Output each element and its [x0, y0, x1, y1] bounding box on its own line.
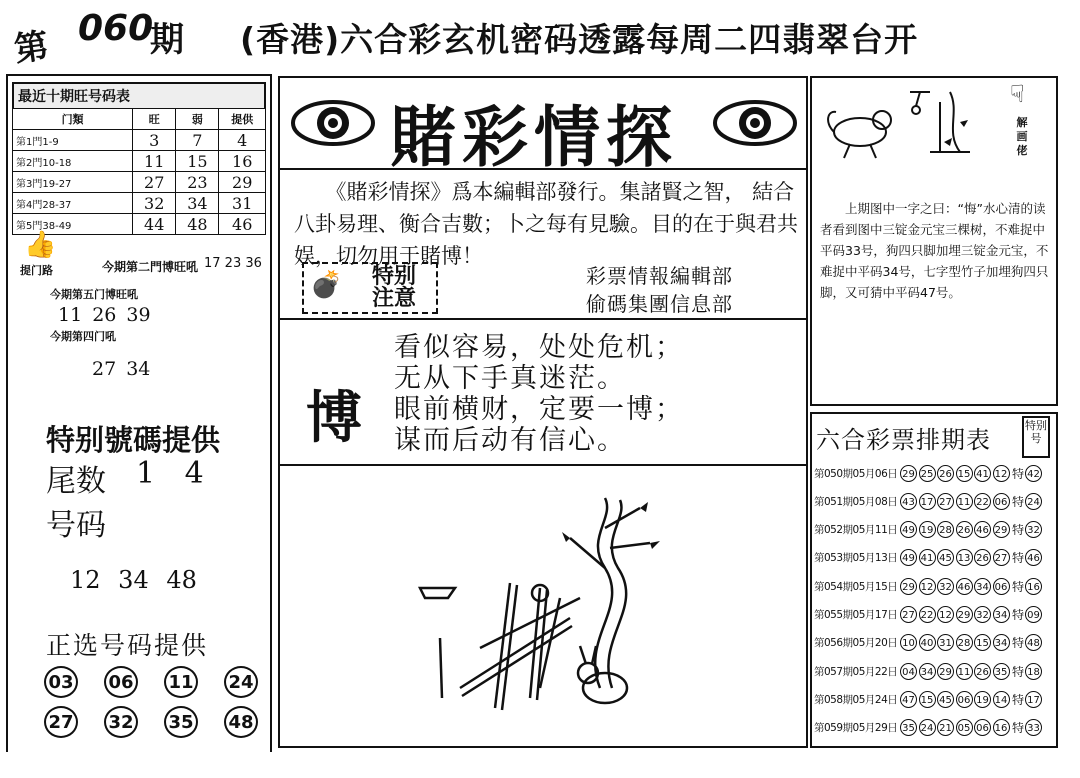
schedule-special-ball: 33: [1025, 719, 1042, 736]
table-cell-wang: 27: [133, 172, 176, 193]
col-header-gate: 门類: [13, 109, 133, 130]
schedule-ball: 16: [993, 719, 1010, 736]
table-cell-gate: 第1門1-9: [13, 130, 133, 151]
table-cell-tigong: 46: [219, 214, 266, 235]
schedule-row-label: 第056期05月20日: [814, 637, 898, 650]
schedule-ball: 45: [937, 549, 954, 566]
bo-character: 博: [306, 385, 362, 451]
picks-title: 正选号码提供: [46, 631, 209, 660]
col-header-tigong: 提供: [219, 109, 266, 130]
schedule-row-label: 第052期05月11日: [814, 524, 898, 537]
schedule-special-ball: 09: [1025, 606, 1042, 623]
table-cell-wang: 32: [133, 193, 176, 214]
schedule-special-ball: 48: [1025, 634, 1042, 651]
pick-number: 06: [104, 666, 138, 698]
schedule-row: [814, 490, 1044, 512]
special-numbers-title: 特别號碼提供: [46, 423, 221, 457]
gate2-label: 今期第二門博旺吼: [102, 260, 199, 274]
schedule-ball: 19: [919, 521, 936, 538]
schedule-ball: 32: [937, 578, 954, 595]
table-cell-gate: 第3門19-27: [13, 172, 133, 193]
pick-number: 32: [104, 706, 138, 738]
schedule-row: [814, 575, 1044, 597]
schedule-special-ball: 42: [1025, 465, 1042, 482]
gate5-label: 今期第五门博旺吼: [50, 288, 138, 301]
schedule-ball: 27: [937, 493, 954, 510]
table-cell-wang: 44: [133, 214, 176, 235]
schedule-row-label: 第057期05月22日: [814, 665, 898, 678]
intro-text: 《賭彩情探》爲本編輯部發行。集諸賢之智， 結合八卦易理、衡合吉數；卜之每有見驗。目的在于與君共娱，切勿用于賭博！: [294, 180, 798, 268]
gate4-label: 今期第四门吼: [50, 330, 116, 343]
schedule-ball: 34: [993, 606, 1010, 623]
gate5-numbers: 11 26 39: [58, 304, 151, 326]
poem: [394, 332, 684, 456]
schedule-ball: 26: [937, 465, 954, 482]
hint-label: 解画佬: [1016, 116, 1028, 157]
special-marker: 特: [1012, 692, 1025, 707]
issue-number: 060: [78, 8, 154, 49]
schedule-ball: 21: [937, 719, 954, 736]
schedule-ball: 46: [956, 578, 973, 595]
schedule-ball: 24: [919, 719, 936, 736]
schedule-special-ball: 46: [1025, 549, 1042, 566]
pick-number: 48: [224, 706, 258, 738]
table-cell-ruo: 15: [176, 151, 219, 172]
schedule-row: [814, 688, 1044, 710]
schedule-row: [814, 660, 1044, 682]
schedule-row: [814, 519, 1044, 541]
special-marker: 特: [1012, 523, 1025, 538]
header-title: (香港)六合彩玄机密码透露每周二四翡翠台开: [240, 20, 919, 59]
schedule-ball: 35: [900, 719, 917, 736]
schedule-ball: 29: [993, 521, 1010, 538]
schedule-ball: 19: [974, 691, 991, 708]
schedule-ball: 49: [900, 521, 917, 538]
special-marker: 特: [1012, 579, 1025, 594]
table-row: [13, 172, 266, 193]
schedule-ball: 49: [900, 549, 917, 566]
note-text: 特别注意: [371, 264, 416, 311]
schedule-row: [814, 462, 1044, 484]
schedule-title: 六合彩票排期表: [816, 426, 991, 454]
schedule-ball: 22: [974, 493, 991, 510]
table-cell-ruo: 7: [176, 130, 219, 151]
schedule-ball: 26: [956, 521, 973, 538]
issue-suffix: 期: [150, 20, 184, 60]
org-line-1: 彩票情報編輯部: [586, 264, 733, 288]
poem-line: 看似容易，处处危机；: [394, 332, 684, 363]
table-cell-ruo: 23: [176, 172, 219, 193]
special-marker: 特: [1012, 608, 1025, 622]
schedule-row-label: 第058期05月24日: [814, 693, 898, 706]
table-cell-gate: 第5門38-49: [13, 214, 133, 235]
schedule-special-ball: 18: [1025, 663, 1042, 680]
table-cell-wang: 11: [133, 151, 176, 172]
schedule-ball: 26: [974, 549, 991, 566]
schedule-ball: 12: [937, 606, 954, 623]
schedule-row-label: 第053期05月13日: [814, 552, 898, 565]
schedule-ball: 15: [956, 465, 973, 482]
bamboo-rabbit-illustration: [400, 488, 700, 724]
special-marker: 特: [1012, 551, 1025, 566]
eye-icon-right: [712, 98, 798, 148]
tip-label: 提门路: [20, 264, 53, 277]
gate2-numbers: 17 23 36: [204, 256, 262, 271]
issue-prefix: 第: [11, 25, 52, 71]
table-row: [13, 151, 266, 172]
table-cell-wang: 3: [133, 130, 176, 151]
schedule-ball: 29: [956, 606, 973, 623]
pick-number: 27: [44, 706, 78, 738]
schedule-row: [814, 604, 1044, 626]
schedule-ball: 05: [956, 719, 973, 736]
schedule-row-label: 第050期05月06日: [814, 467, 898, 480]
schedule-ball: 04: [900, 663, 917, 680]
schedule-special-label: 特别号: [1022, 416, 1050, 458]
schedule-row: [814, 547, 1044, 569]
table-cell-ruo: 48: [176, 214, 219, 235]
recent-table-caption: 最近十期旺号码表: [12, 82, 266, 108]
schedule-ball: 31: [937, 634, 954, 651]
special-marker: 特: [1012, 636, 1025, 651]
schedule-row: [814, 717, 1044, 739]
poem-line: 无从下手真迷茫。: [394, 363, 626, 394]
schedule-special-ball: 32: [1025, 521, 1042, 538]
pick-number: 24: [224, 666, 258, 698]
pointing-hand-icon: ☟: [1010, 80, 1025, 108]
table-cell-tigong: 31: [219, 193, 266, 214]
schedule-ball: 34: [993, 634, 1010, 651]
thumbs-up-icon: 👍: [24, 230, 57, 260]
schedule-ball: 27: [900, 606, 917, 623]
tail-values: 1 4: [136, 456, 204, 491]
schedule-ball: 32: [974, 606, 991, 623]
schedule-ball: 27: [993, 549, 1010, 566]
table-row: [13, 130, 266, 151]
schedule-ball: 41: [974, 465, 991, 482]
schedule-ball: 15: [974, 634, 991, 651]
schedule-ball: 06: [993, 493, 1010, 510]
schedule-ball: 43: [900, 493, 917, 510]
pick-number: 35: [164, 706, 198, 738]
col-header-ruo: 弱: [176, 109, 219, 130]
poem-line: 谋而后动有信心。: [394, 425, 626, 456]
schedule-row-label: 第051期05月08日: [814, 495, 898, 508]
schedule-ball: 10: [900, 634, 917, 651]
pick-number: 11: [164, 666, 198, 698]
table-cell-tigong: 4: [219, 130, 266, 151]
monkey-illustration: [820, 82, 990, 168]
table-row: [13, 193, 266, 214]
pick-number: 03: [44, 666, 78, 698]
schedule-ball: 46: [974, 521, 991, 538]
number-values: 12 34 48: [70, 566, 197, 594]
schedule-ball: 35: [993, 663, 1010, 680]
table-header-row: [13, 109, 266, 130]
schedule-ball: 12: [993, 465, 1010, 482]
special-marker: 特: [1012, 721, 1025, 736]
table-cell-tigong: 16: [219, 151, 266, 172]
schedule-ball: 28: [956, 634, 973, 651]
header: [0, 0, 1080, 70]
schedule-ball: 17: [919, 493, 936, 510]
special-marker: 特: [1012, 664, 1025, 679]
org-line-2: 偷碼集團信息部: [586, 292, 733, 316]
schedule-ball: 40: [919, 634, 936, 651]
schedule-ball: 29: [937, 663, 954, 680]
bomb-icon: 💣: [310, 270, 343, 300]
schedule-ball: 34: [974, 578, 991, 595]
col-header-wang: 旺: [133, 109, 176, 130]
schedule-ball: 22: [919, 606, 936, 623]
schedule-ball: 29: [900, 465, 917, 482]
schedule-ball: 13: [956, 549, 973, 566]
schedule-ball: 11: [956, 663, 973, 680]
schedule-ball: 34: [919, 663, 936, 680]
table-cell-gate: 第2門10-18: [13, 151, 133, 172]
table-cell-gate: 第4門28-37: [13, 193, 133, 214]
gate4-numbers: 27 34: [92, 358, 151, 380]
schedule-ball: 41: [919, 549, 936, 566]
schedule-special-ball: 17: [1025, 691, 1042, 708]
schedule-special-ball: 16: [1025, 578, 1042, 595]
table-cell-ruo: 34: [176, 193, 219, 214]
poem-line: 眼前横财，定要一博；: [394, 394, 684, 425]
table-cell-tigong: 29: [219, 172, 266, 193]
schedule-ball: 47: [900, 691, 917, 708]
schedule-ball: 06: [993, 578, 1010, 595]
schedule-ball: 25: [919, 465, 936, 482]
special-marker: 特: [1012, 466, 1025, 481]
schedule-row-label: 第059期05月29日: [814, 722, 898, 735]
schedule-row-label: 第055期05月17日: [814, 609, 898, 621]
schedule-special-ball: 24: [1025, 493, 1042, 510]
hint-text: 上期图中一字之曰：“悔”水心清的读者看到图中三锭金元宝三棵树，不难捉中平码33号，狗四只脚加埋三锭金元宝，不难捉中平码34号，七字型竹子加埋狗四只脚，又可猜中平码47号。: [820, 201, 1049, 300]
schedule-ball: 45: [937, 691, 954, 708]
schedule-ball: 15: [919, 691, 936, 708]
tail-label: 尾数: [46, 464, 106, 499]
schedule-ball: 28: [937, 521, 954, 538]
schedule-row: [814, 632, 1044, 654]
schedule-ball: 14: [993, 691, 1010, 708]
number-label: 号码: [46, 508, 106, 543]
schedule-ball: 06: [956, 691, 973, 708]
schedule-row-label: 第054期05月15日: [814, 580, 898, 593]
recent-numbers-table: [12, 82, 266, 235]
eye-icon-left: [290, 98, 376, 148]
special-marker: 特: [1012, 494, 1025, 509]
main-title: 賭彩情探: [390, 98, 678, 176]
schedule-ball: 26: [974, 663, 991, 680]
schedule-ball: 29: [900, 578, 917, 595]
schedule-ball: 11: [956, 493, 973, 510]
schedule-ball: 06: [974, 719, 991, 736]
schedule-ball: 12: [919, 578, 936, 595]
